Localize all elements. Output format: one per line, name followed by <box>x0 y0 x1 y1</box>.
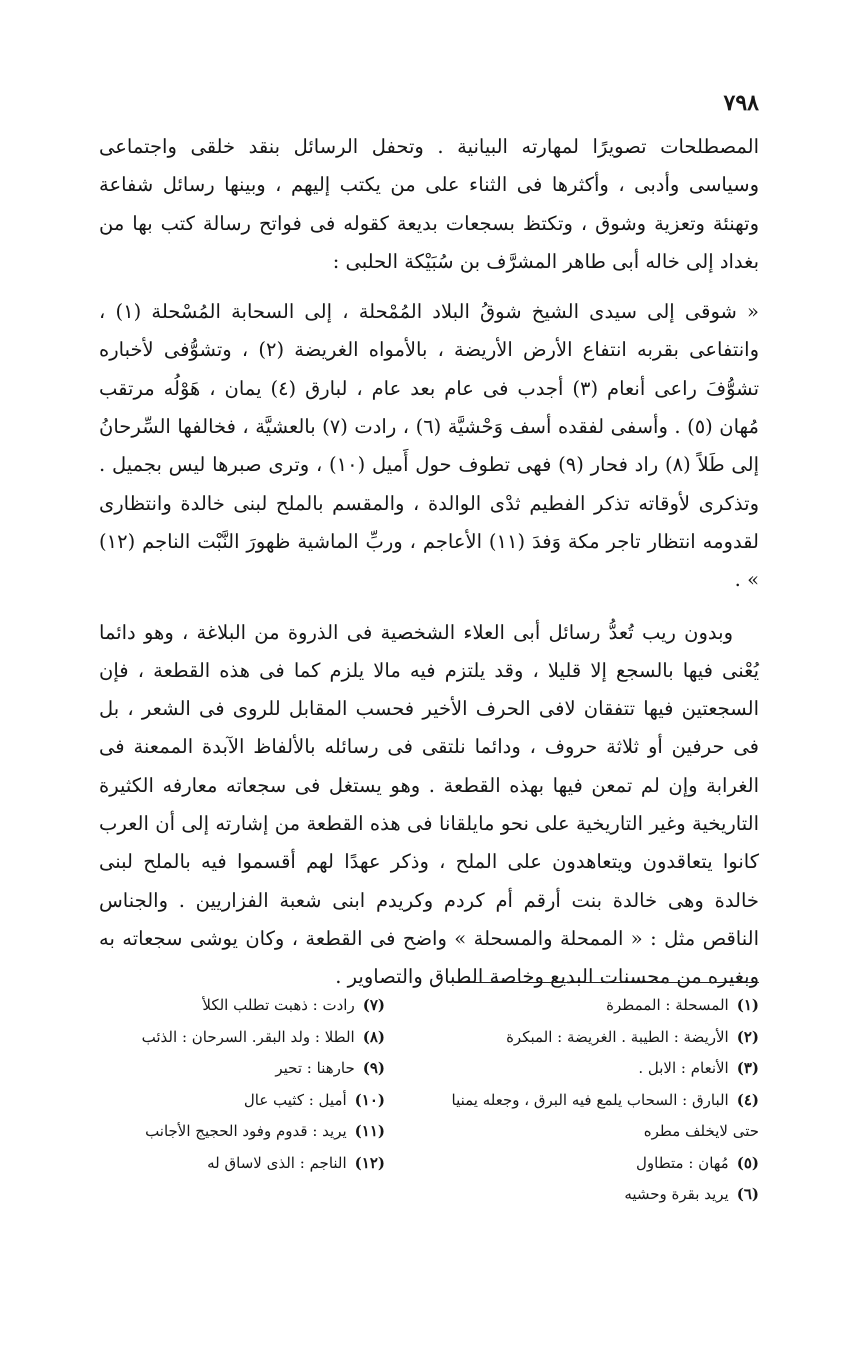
paragraph-intro: المصطلحات تصويرًا لمهارته البيانية . وتحفل الرسائل بنقد خلقى واجتماعى وسياسى وأدبى ، وأكثرها فى الثناء على من يكتب إليهم ، وبينها رسائل شفاعة وتهنئة وتعزية وشوق ، وتكتظ بسجعات بديعة كقوله فى فواتح رسالة كتب بها من بغداد إلى خاله أبى طاهر المشرَّف بن سُبَيْكة الحلبى : <box>99 135 759 273</box>
footnote-item: (١٢)الناجم : الذى لاساق له <box>207 1153 385 1172</box>
footnote-item: (١)المسحلة : الممطرة <box>606 996 759 1014</box>
footnote-item: (٣)الأنعام : الابل . <box>638 1059 759 1077</box>
page-number: ٧٩٨ <box>723 90 759 116</box>
footnote-item: (١٠)أميل : كثيب عال <box>243 1090 385 1109</box>
footnote-item: (٩)حارهنا : تحير <box>275 1059 385 1077</box>
footnote-item: (٥)مُهان : متطاول <box>636 1153 759 1172</box>
footnotes-left-column <box>85 990 385 1179</box>
footnote-continuation: حتى لايخلف مطره <box>643 1122 759 1140</box>
paragraph-commentary: وبدون ريب تُعدُّ رسائل أبى العلاء الشخصية فى الذروة من البلاغة ، وهو دائما يُعْنى فيها بالسجع إلا قليلا ، وقد يلتزم فيه مالا يلزم كما فى هذه القطعة ، فإن السجعتين فيها تتفقان لافى الحرف الأخير فحسب المقابل للروى فى الشعر ، بل فى حرفين أو ثلاثة حروف ، ودائما نلتقى فى رسائله بالألفاظ الآبدة الممعنة فى الغرابة وإن لم تمعن فيها بهذه القطعة . وهو يستغل فى سجعاته معارفه الكثيرة التاريخية وغير التاريخية على نحو مايلقانا فى هذه القطعة من إشارته إلى أن العرب كانوا يتعاقدون ويتعاهدون على الملح ، وذكر عهدًا لهم أقسموا فيه بالملح لبنى خالدة وهى خالدة بنت أرقم أم كردم وكريدم ابنى شعبة الفزاريين . والجناس الناقص مثل : « الممحلة والمسحلة » واضح فى القطعة ، وكان يوشى سجعاته به وبغيره من محسنات البديع وخاصة الطباق والتصاوير . <box>99 620 759 989</box>
footnotes-right-column <box>419 990 759 1211</box>
footnote-item: (٢)الأريضة : الطيبة . الغريضة : المبكرة <box>506 1027 759 1046</box>
main-text <box>99 128 759 997</box>
footnote-item: (١١)يريد : قدوم وفود الحجيج الأجانب <box>145 1122 385 1140</box>
footnote-divider <box>459 982 759 983</box>
footnote-item: (٤)البارق : السحاب يلمع فيه البرق ، وجعله يمنيا <box>451 1090 759 1109</box>
paragraph-quotation: « شوقى إلى سيدى الشيخ شوقُ البلاد المُمْحلة ، إلى السحابة المُسْحلة (١) ، وانتفاعى بقربه انتفاع الأرض الأريضة ، بالأمواه الغريضة (٢) ، وتشوُّفى لأخباره تشوُّفَ راعى أنعام (٣) أجدب فى عام بعد عام ، لبارق (٤) يمان ، هَوْلُه مرتقب مُهان (٥) . وأسفى لفقده أسف وَحْشيَّة (٦) ، رادت (٧) بالعشيَّة ، فخالفها السِّرحانُ إلى طَلاً (٨) راد فحار (٩) فهى تطوف حول أَميل (١٠) ، وترى صبرها ليس بجميل . وتذكرى لأوقاته تذكر الفطيم ثدْى الوالدة ، والمقسم بالملح لبنى خالدة وانتظارى لقدومه انتظار تاجر مكة وَفدَ (١١) الأعاجم ، وربِّ الماشية ظهورَ النَّبْت الناجم (١٢) » . <box>99 300 760 592</box>
footnote-item: (٦)يريد بقرة وحشيه <box>624 1185 759 1203</box>
footnote-item: (٧)رادت : ذهبت تطلب الكلأ <box>202 996 385 1014</box>
footnote-item: (٨)الطلا : ولد البقر. السرحان : الذئب <box>141 1027 385 1046</box>
